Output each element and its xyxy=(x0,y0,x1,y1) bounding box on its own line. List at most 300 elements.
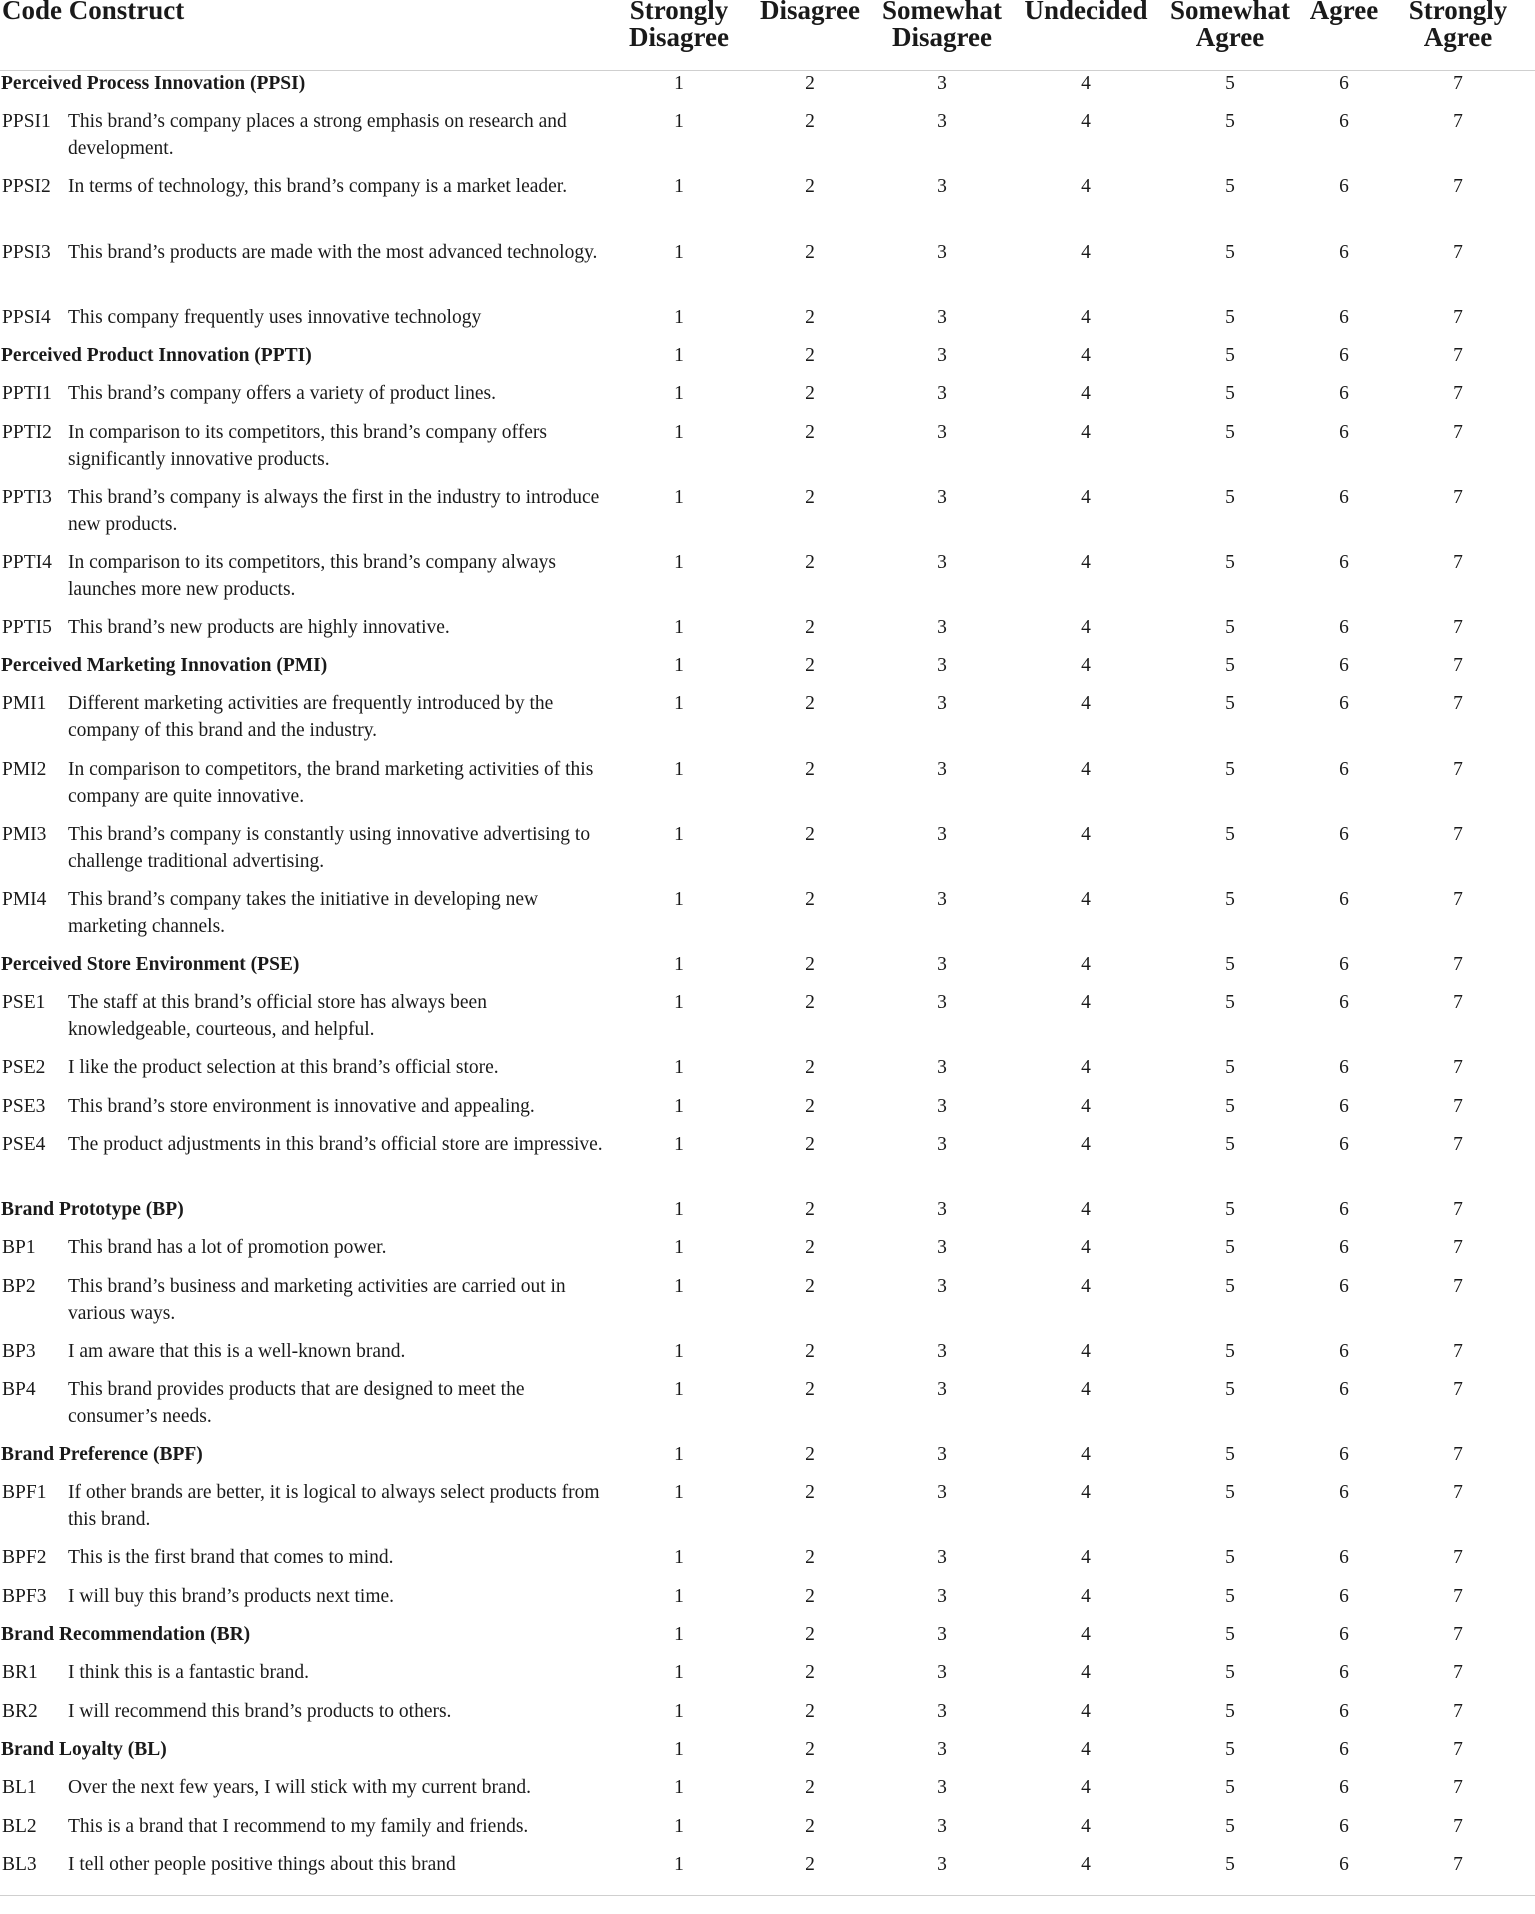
value-somewhat-disagree: 3 xyxy=(937,1585,947,1607)
value-strongly-agree: 7 xyxy=(1453,1853,1463,1875)
value-strongly-agree: 7 xyxy=(1453,953,1463,975)
item-code: PPTI2 xyxy=(2,421,52,443)
value-disagree: 2 xyxy=(805,953,815,975)
value-somewhat-agree: 5 xyxy=(1225,241,1235,263)
value-somewhat-agree: 5 xyxy=(1225,1444,1235,1465)
item-code: PPTI3 xyxy=(2,486,52,508)
value-strongly-agree: 7 xyxy=(1453,655,1463,677)
item-statement: If other brands are better, it is logical to always select products from this brand. xyxy=(68,1482,600,1531)
value-agree: 6 xyxy=(1339,1275,1349,1297)
value-somewhat-agree: 5 xyxy=(1225,1585,1235,1607)
value-strongly-disagree: 1 xyxy=(674,1624,684,1645)
item-code: PPSI4 xyxy=(2,306,51,328)
value-disagree: 2 xyxy=(805,1585,815,1607)
value-somewhat-agree: 5 xyxy=(1225,306,1235,328)
value-undecided: 4 xyxy=(1081,1547,1091,1569)
value-disagree: 2 xyxy=(805,306,815,328)
value-strongly-disagree: 1 xyxy=(674,111,684,133)
value-undecided: 4 xyxy=(1081,306,1091,328)
value-somewhat-agree: 5 xyxy=(1225,1057,1235,1079)
value-agree: 6 xyxy=(1339,616,1349,638)
header-agree: Agree xyxy=(1309,0,1379,25)
item-code: PPSI2 xyxy=(2,176,51,198)
value-strongly-agree: 7 xyxy=(1453,486,1463,508)
value-disagree: 2 xyxy=(805,486,815,508)
value-agree: 6 xyxy=(1339,176,1349,198)
item-statement: This brand’s company places a strong emphasis on research and development. xyxy=(68,111,567,160)
value-undecided: 4 xyxy=(1081,1815,1091,1837)
header-disagree: Disagree xyxy=(760,0,860,25)
section-label: Brand Prototype (BP) xyxy=(1,1198,184,1220)
value-somewhat-disagree: 3 xyxy=(937,953,947,975)
item-statement: In comparison to competitors, the brand marketing activities of this company are quite innovative. xyxy=(68,758,594,807)
item-code: PSE1 xyxy=(2,992,46,1014)
value-undecided: 4 xyxy=(1081,1700,1091,1722)
value-disagree: 2 xyxy=(805,1853,815,1875)
value-somewhat-disagree: 3 xyxy=(937,306,947,328)
section-label: Brand Recommendation (BR) xyxy=(1,1624,251,1645)
section-label: Perceived Store Environment (PSE) xyxy=(1,953,300,975)
item-statement: In terms of technology, this brand’s company is a market leader. xyxy=(68,176,568,198)
value-agree: 6 xyxy=(1339,383,1349,405)
value-disagree: 2 xyxy=(805,758,815,780)
item-code: PSE4 xyxy=(2,1133,46,1155)
value-strongly-disagree: 1 xyxy=(674,992,684,1014)
item-code: PMI3 xyxy=(2,823,47,845)
value-strongly-agree: 7 xyxy=(1453,1585,1463,1607)
value-agree: 6 xyxy=(1339,758,1349,780)
value-strongly-agree: 7 xyxy=(1453,421,1463,443)
value-strongly-disagree: 1 xyxy=(674,1198,684,1220)
value-undecided: 4 xyxy=(1081,1378,1091,1400)
value-agree: 6 xyxy=(1339,823,1349,845)
value-somewhat-disagree: 3 xyxy=(937,1624,947,1645)
value-strongly-agree: 7 xyxy=(1453,1444,1463,1465)
value-strongly-agree: 7 xyxy=(1453,616,1463,638)
value-disagree: 2 xyxy=(805,1777,815,1799)
value-disagree: 2 xyxy=(805,73,815,94)
value-strongly-disagree: 1 xyxy=(674,616,684,638)
value-strongly-agree: 7 xyxy=(1453,1237,1463,1259)
value-undecided: 4 xyxy=(1081,693,1091,715)
value-somewhat-disagree: 3 xyxy=(937,1095,947,1117)
item-code: PPSI1 xyxy=(2,111,51,133)
value-somewhat-disagree: 3 xyxy=(937,1340,947,1362)
item-statement: Over the next few years, I will stick with my current brand. xyxy=(68,1777,531,1799)
value-undecided: 4 xyxy=(1081,1095,1091,1117)
item-statement: This brand’s store environment is innovative and appealing. xyxy=(68,1095,535,1117)
value-agree: 6 xyxy=(1339,1547,1349,1569)
value-somewhat-agree: 5 xyxy=(1225,1815,1235,1837)
value-disagree: 2 xyxy=(805,1378,815,1400)
value-somewhat-agree: 5 xyxy=(1225,73,1235,94)
value-undecided: 4 xyxy=(1081,992,1091,1014)
value-somewhat-agree: 5 xyxy=(1225,1662,1235,1684)
item-code: BL1 xyxy=(2,1777,37,1799)
item-statement: This brand’s company offers a variety of product lines. xyxy=(68,383,496,405)
value-somewhat-disagree: 3 xyxy=(937,888,947,910)
item-code: PMI4 xyxy=(2,888,47,910)
value-strongly-disagree: 1 xyxy=(674,888,684,910)
value-somewhat-agree: 5 xyxy=(1225,421,1235,443)
value-strongly-agree: 7 xyxy=(1453,992,1463,1014)
value-agree: 6 xyxy=(1339,551,1349,573)
value-disagree: 2 xyxy=(805,1662,815,1684)
value-strongly-disagree: 1 xyxy=(674,655,684,677)
item-statement: This brand’s business and marketing activities are carried out in various ways. xyxy=(68,1275,566,1324)
item-statement: In comparison to its competitors, this brand’s company always launches more new products. xyxy=(68,551,556,600)
value-strongly-disagree: 1 xyxy=(674,1095,684,1117)
item-code: BL2 xyxy=(2,1815,37,1837)
value-disagree: 2 xyxy=(805,693,815,715)
value-strongly-agree: 7 xyxy=(1453,344,1463,366)
value-strongly-agree: 7 xyxy=(1453,1624,1463,1645)
value-disagree: 2 xyxy=(805,111,815,133)
value-somewhat-disagree: 3 xyxy=(937,1198,947,1220)
value-agree: 6 xyxy=(1339,421,1349,443)
value-disagree: 2 xyxy=(805,1275,815,1297)
item-statement: The product adjustments in this brand’s official store are impressive. xyxy=(68,1133,603,1155)
value-strongly-agree: 7 xyxy=(1453,306,1463,328)
value-undecided: 4 xyxy=(1081,241,1091,263)
value-somewhat-agree: 5 xyxy=(1225,1738,1235,1760)
value-strongly-agree: 7 xyxy=(1453,1198,1463,1220)
value-somewhat-disagree: 3 xyxy=(937,1275,947,1297)
item-statement: This brand’s company is constantly using innovative advertising to challenge traditional advertising. xyxy=(68,823,591,872)
item-code: PSE2 xyxy=(2,1057,46,1079)
item-statement: This is a brand that I recommend to my family and friends. xyxy=(68,1815,529,1837)
value-disagree: 2 xyxy=(805,241,815,263)
value-undecided: 4 xyxy=(1081,421,1091,443)
value-somewhat-disagree: 3 xyxy=(937,616,947,638)
value-disagree: 2 xyxy=(805,616,815,638)
value-disagree: 2 xyxy=(805,1815,815,1837)
item-code: PPTI5 xyxy=(2,616,52,638)
value-undecided: 4 xyxy=(1081,953,1091,975)
value-strongly-disagree: 1 xyxy=(674,1700,684,1722)
value-somewhat-disagree: 3 xyxy=(937,486,947,508)
item-code: BPF1 xyxy=(2,1482,47,1504)
value-strongly-disagree: 1 xyxy=(674,241,684,263)
item-statement: I will recommend this brand’s products to others. xyxy=(68,1700,452,1722)
value-somewhat-disagree: 3 xyxy=(937,823,947,845)
value-strongly-agree: 7 xyxy=(1453,1057,1463,1079)
value-somewhat-disagree: 3 xyxy=(937,1444,947,1465)
header-strongly-disagree: Strongly Disagree xyxy=(629,0,729,52)
item-code: BPF3 xyxy=(2,1585,47,1607)
value-strongly-disagree: 1 xyxy=(674,1340,684,1362)
value-somewhat-agree: 5 xyxy=(1225,1198,1235,1220)
value-agree: 6 xyxy=(1339,1444,1349,1465)
value-disagree: 2 xyxy=(805,1482,815,1504)
value-somewhat-disagree: 3 xyxy=(937,992,947,1014)
value-somewhat-disagree: 3 xyxy=(937,758,947,780)
value-somewhat-disagree: 3 xyxy=(937,1853,947,1875)
value-disagree: 2 xyxy=(805,1198,815,1220)
item-statement: Different marketing activities are frequently introduced by the company of this brand and the industry. xyxy=(68,693,554,742)
value-disagree: 2 xyxy=(805,1738,815,1760)
value-agree: 6 xyxy=(1339,486,1349,508)
value-somewhat-disagree: 3 xyxy=(937,344,947,366)
section-label: Perceived Marketing Innovation (PMI) xyxy=(1,655,328,677)
value-strongly-disagree: 1 xyxy=(674,1738,684,1760)
value-disagree: 2 xyxy=(805,655,815,677)
item-code: BR1 xyxy=(2,1662,38,1684)
value-somewhat-disagree: 3 xyxy=(937,241,947,263)
value-undecided: 4 xyxy=(1081,758,1091,780)
value-disagree: 2 xyxy=(805,1133,815,1155)
value-strongly-disagree: 1 xyxy=(674,1547,684,1569)
value-disagree: 2 xyxy=(805,823,815,845)
value-strongly-agree: 7 xyxy=(1453,1815,1463,1837)
value-somewhat-agree: 5 xyxy=(1225,953,1235,975)
value-strongly-disagree: 1 xyxy=(674,383,684,405)
value-disagree: 2 xyxy=(805,176,815,198)
value-strongly-disagree: 1 xyxy=(674,421,684,443)
value-strongly-disagree: 1 xyxy=(674,551,684,573)
value-strongly-disagree: 1 xyxy=(674,1237,684,1259)
value-strongly-agree: 7 xyxy=(1453,1133,1463,1155)
value-somewhat-disagree: 3 xyxy=(937,1057,947,1079)
value-agree: 6 xyxy=(1339,306,1349,328)
value-somewhat-disagree: 3 xyxy=(937,1237,947,1259)
item-statement: This brand’s new products are highly innovative. xyxy=(68,616,450,638)
value-strongly-disagree: 1 xyxy=(674,823,684,845)
value-agree: 6 xyxy=(1339,1057,1349,1079)
header-code-construct: Code Construct xyxy=(2,0,185,25)
value-disagree: 2 xyxy=(805,1340,815,1362)
value-somewhat-disagree: 3 xyxy=(937,111,947,133)
value-agree: 6 xyxy=(1339,1815,1349,1837)
item-code: PMI2 xyxy=(2,758,47,780)
value-agree: 6 xyxy=(1339,1340,1349,1362)
value-undecided: 4 xyxy=(1081,73,1091,94)
value-disagree: 2 xyxy=(805,1095,815,1117)
value-somewhat-agree: 5 xyxy=(1225,758,1235,780)
value-somewhat-agree: 5 xyxy=(1225,1340,1235,1362)
value-strongly-agree: 7 xyxy=(1453,111,1463,133)
header-somewhat-disagree: Somewhat Disagree xyxy=(882,0,1002,52)
value-undecided: 4 xyxy=(1081,111,1091,133)
value-disagree: 2 xyxy=(805,1237,815,1259)
value-agree: 6 xyxy=(1339,992,1349,1014)
value-agree: 6 xyxy=(1339,953,1349,975)
value-strongly-agree: 7 xyxy=(1453,693,1463,715)
value-strongly-disagree: 1 xyxy=(674,758,684,780)
value-strongly-agree: 7 xyxy=(1453,1378,1463,1400)
value-agree: 6 xyxy=(1339,888,1349,910)
value-disagree: 2 xyxy=(805,1700,815,1722)
value-agree: 6 xyxy=(1339,1624,1349,1645)
value-somewhat-disagree: 3 xyxy=(937,1378,947,1400)
item-statement: This brand’s company is always the first in the industry to introduce new products. xyxy=(68,486,600,535)
value-undecided: 4 xyxy=(1081,1853,1091,1875)
value-agree: 6 xyxy=(1339,1198,1349,1220)
value-agree: 6 xyxy=(1339,1237,1349,1259)
value-somewhat-agree: 5 xyxy=(1225,383,1235,405)
value-undecided: 4 xyxy=(1081,1237,1091,1259)
value-strongly-agree: 7 xyxy=(1453,241,1463,263)
value-agree: 6 xyxy=(1339,1585,1349,1607)
value-somewhat-agree: 5 xyxy=(1225,111,1235,133)
value-disagree: 2 xyxy=(805,888,815,910)
value-somewhat-agree: 5 xyxy=(1225,486,1235,508)
value-agree: 6 xyxy=(1339,1777,1349,1799)
value-strongly-agree: 7 xyxy=(1453,758,1463,780)
value-strongly-disagree: 1 xyxy=(674,73,684,94)
value-strongly-agree: 7 xyxy=(1453,1275,1463,1297)
value-undecided: 4 xyxy=(1081,1444,1091,1465)
value-disagree: 2 xyxy=(805,551,815,573)
value-undecided: 4 xyxy=(1081,1198,1091,1220)
section-label: Perceived Product Innovation (PPTI) xyxy=(1,344,312,366)
value-somewhat-disagree: 3 xyxy=(937,421,947,443)
value-somewhat-agree: 5 xyxy=(1225,1237,1235,1259)
value-somewhat-agree: 5 xyxy=(1225,176,1235,198)
item-code: BP3 xyxy=(2,1340,36,1362)
value-somewhat-agree: 5 xyxy=(1225,1777,1235,1799)
value-strongly-disagree: 1 xyxy=(674,1482,684,1504)
value-undecided: 4 xyxy=(1081,176,1091,198)
value-strongly-agree: 7 xyxy=(1453,1662,1463,1684)
value-strongly-agree: 7 xyxy=(1453,551,1463,573)
item-code: PPTI4 xyxy=(2,551,52,573)
item-code: BPF2 xyxy=(2,1547,47,1569)
item-statement: This brand’s products are made with the most advanced technology. xyxy=(68,241,598,263)
item-code: BR2 xyxy=(2,1700,38,1722)
item-code: BP4 xyxy=(2,1378,36,1400)
value-strongly-disagree: 1 xyxy=(674,1853,684,1875)
value-disagree: 2 xyxy=(805,1444,815,1465)
value-somewhat-disagree: 3 xyxy=(937,73,947,94)
item-statement: I like the product selection at this brand’s official store. xyxy=(68,1057,499,1079)
value-undecided: 4 xyxy=(1081,616,1091,638)
value-undecided: 4 xyxy=(1081,486,1091,508)
value-undecided: 4 xyxy=(1081,1340,1091,1362)
value-somewhat-agree: 5 xyxy=(1225,1133,1235,1155)
value-somewhat-disagree: 3 xyxy=(937,551,947,573)
value-somewhat-disagree: 3 xyxy=(937,176,947,198)
value-somewhat-disagree: 3 xyxy=(937,1777,947,1799)
value-strongly-agree: 7 xyxy=(1453,1095,1463,1117)
item-statement: In comparison to its competitors, this brand’s company offers significantly innovative products. xyxy=(68,421,547,470)
value-strongly-disagree: 1 xyxy=(674,1275,684,1297)
header-undecided: Undecided xyxy=(1024,0,1148,25)
value-disagree: 2 xyxy=(805,421,815,443)
value-agree: 6 xyxy=(1339,1133,1349,1155)
value-strongly-agree: 7 xyxy=(1453,1340,1463,1362)
value-strongly-disagree: 1 xyxy=(674,1378,684,1400)
item-statement: This company frequently uses innovative technology xyxy=(68,306,482,328)
value-agree: 6 xyxy=(1339,111,1349,133)
value-undecided: 4 xyxy=(1081,1275,1091,1297)
value-somewhat-agree: 5 xyxy=(1225,551,1235,573)
value-strongly-agree: 7 xyxy=(1453,73,1463,94)
value-somewhat-agree: 5 xyxy=(1225,1378,1235,1400)
value-strongly-disagree: 1 xyxy=(674,1585,684,1607)
value-strongly-disagree: 1 xyxy=(674,344,684,366)
item-code: BL3 xyxy=(2,1853,37,1875)
value-undecided: 4 xyxy=(1081,655,1091,677)
value-somewhat-agree: 5 xyxy=(1225,1547,1235,1569)
value-strongly-disagree: 1 xyxy=(674,953,684,975)
item-statement: I tell other people positive things about this brand xyxy=(68,1853,456,1875)
value-disagree: 2 xyxy=(805,383,815,405)
value-undecided: 4 xyxy=(1081,1777,1091,1799)
value-strongly-agree: 7 xyxy=(1453,1482,1463,1504)
value-strongly-disagree: 1 xyxy=(674,1444,684,1465)
value-strongly-disagree: 1 xyxy=(674,693,684,715)
value-disagree: 2 xyxy=(805,344,815,366)
value-somewhat-agree: 5 xyxy=(1225,992,1235,1014)
item-code: PSE3 xyxy=(2,1095,46,1117)
value-undecided: 4 xyxy=(1081,344,1091,366)
value-strongly-disagree: 1 xyxy=(674,1057,684,1079)
value-undecided: 4 xyxy=(1081,1738,1091,1760)
header-somewhat-agree: Somewhat Agree xyxy=(1170,0,1290,52)
value-somewhat-agree: 5 xyxy=(1225,1095,1235,1117)
item-code: PPSI3 xyxy=(2,241,51,263)
value-strongly-agree: 7 xyxy=(1453,888,1463,910)
value-undecided: 4 xyxy=(1081,551,1091,573)
value-somewhat-disagree: 3 xyxy=(937,1738,947,1760)
value-strongly-disagree: 1 xyxy=(674,1815,684,1837)
item-code: PPTI1 xyxy=(2,383,52,405)
value-disagree: 2 xyxy=(805,1547,815,1569)
value-strongly-disagree: 1 xyxy=(674,1777,684,1799)
header-strongly-agree: Strongly Agree xyxy=(1408,0,1508,52)
value-agree: 6 xyxy=(1339,1738,1349,1760)
value-strongly-agree: 7 xyxy=(1453,1777,1463,1799)
item-code: BP2 xyxy=(2,1275,36,1297)
section-label: Brand Loyalty (BL) xyxy=(1,1738,167,1760)
value-disagree: 2 xyxy=(805,1624,815,1645)
value-agree: 6 xyxy=(1339,1700,1349,1722)
value-somewhat-agree: 5 xyxy=(1225,888,1235,910)
item-statement: This brand has a lot of promotion power. xyxy=(68,1237,387,1259)
value-undecided: 4 xyxy=(1081,1482,1091,1504)
item-statement: I am aware that this is a well-known brand. xyxy=(68,1340,406,1362)
value-somewhat-disagree: 3 xyxy=(937,1815,947,1837)
item-statement: This is the first brand that comes to mind. xyxy=(68,1547,394,1569)
value-strongly-disagree: 1 xyxy=(674,176,684,198)
value-somewhat-agree: 5 xyxy=(1225,823,1235,845)
value-undecided: 4 xyxy=(1081,383,1091,405)
value-somewhat-disagree: 3 xyxy=(937,1547,947,1569)
value-disagree: 2 xyxy=(805,1057,815,1079)
item-statement: This brand’s company takes the initiative in developing new marketing channels. xyxy=(68,888,539,937)
value-undecided: 4 xyxy=(1081,823,1091,845)
value-somewhat-disagree: 3 xyxy=(937,1482,947,1504)
value-agree: 6 xyxy=(1339,1662,1349,1684)
value-strongly-disagree: 1 xyxy=(674,306,684,328)
value-somewhat-agree: 5 xyxy=(1225,616,1235,638)
value-somewhat-agree: 5 xyxy=(1225,1275,1235,1297)
value-somewhat-agree: 5 xyxy=(1225,1700,1235,1722)
item-code: PMI1 xyxy=(2,693,47,715)
section-label: Brand Preference (BPF) xyxy=(1,1444,203,1465)
value-undecided: 4 xyxy=(1081,1624,1091,1645)
value-agree: 6 xyxy=(1339,73,1349,94)
value-somewhat-agree: 5 xyxy=(1225,693,1235,715)
value-agree: 6 xyxy=(1339,1095,1349,1117)
value-disagree: 2 xyxy=(805,992,815,1014)
value-undecided: 4 xyxy=(1081,1662,1091,1684)
value-undecided: 4 xyxy=(1081,888,1091,910)
value-somewhat-disagree: 3 xyxy=(937,1700,947,1722)
table-header xyxy=(0,0,1535,71)
value-somewhat-disagree: 3 xyxy=(937,693,947,715)
